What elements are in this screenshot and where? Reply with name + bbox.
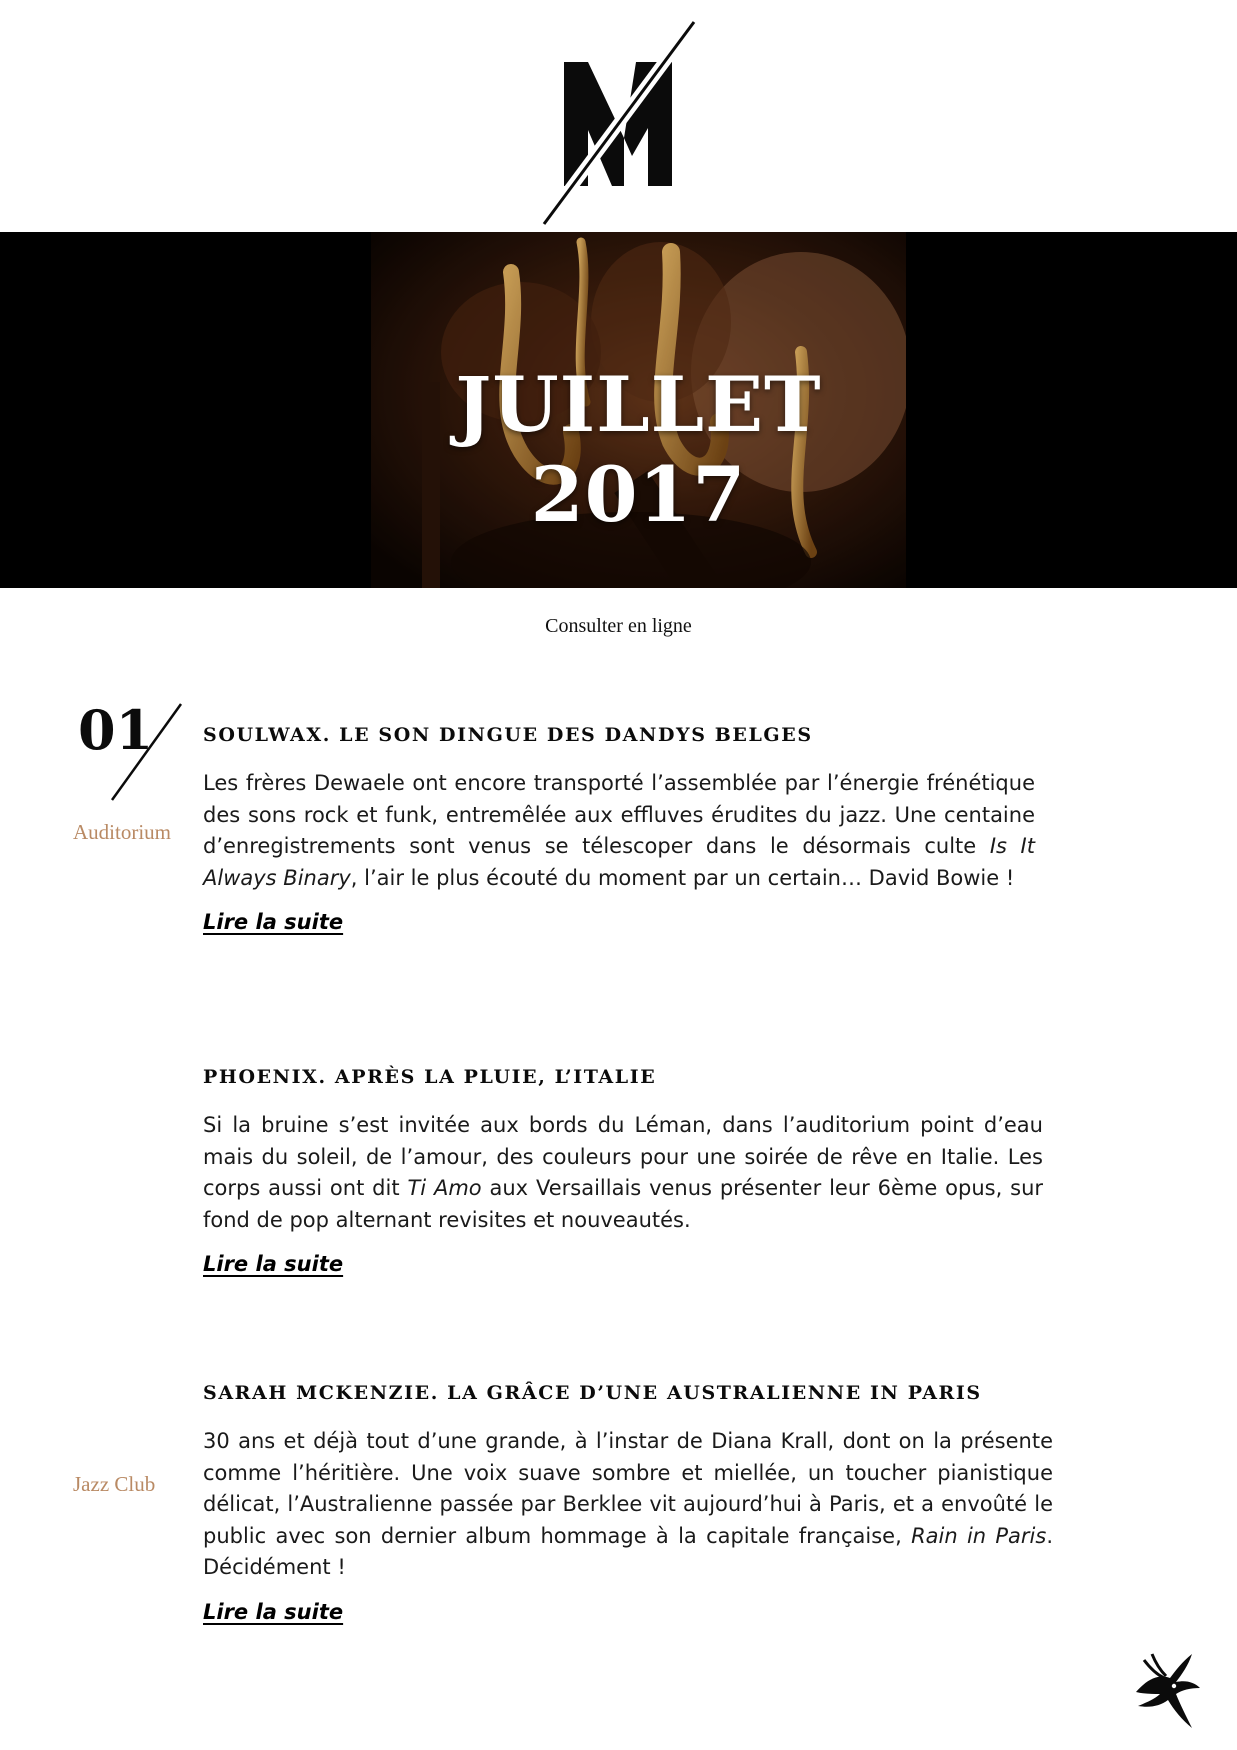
article-title: SARAH MCKENZIE. LA GRÂCE D’UNE AUSTRALIENNE IN PARIS — [203, 1382, 982, 1404]
article-title: SOULWAX. LE SON DINGUE DES DANDYS BELGES — [203, 724, 813, 746]
venue-label: Auditorium — [73, 820, 171, 844]
venue-label: Jazz Club — [73, 1472, 156, 1496]
read-more-link[interactable]: Lire la suite — [203, 1252, 344, 1276]
article — [203, 1064, 1043, 1276]
m-monogram-logo — [540, 18, 700, 230]
read-more-link[interactable]: Lire la suite — [203, 910, 344, 934]
article-body: 30 ans et déjà tout d’une grande, à l’instar de Diana Krall, dont on la présente comme l’héritière. Une voix suave sombre et miellée, un toucher pianistique délicat, l’Australienne passée par Berklee vit aujourd’hui à Paris, et a envoûté le public avec son dernier album hommage à la capitale française, Rain in Paris. Décidément ! — [203, 1429, 1054, 1579]
slash-divider — [108, 700, 188, 805]
article — [203, 722, 1035, 934]
article-body: Si la bruine s’est invitée aux bords du Léman, dans l’auditorium point d’eau mais du soleil, de l’amour, des couleurs pour une soirée de rêve en Italie. Les corps aussi ont dit Ti Amo aux Versaillais venus présenter leur 6ème opus, sur fond de pop alternant revisites et nouveautés. — [203, 1113, 1044, 1232]
hummingbird-icon — [1130, 1648, 1202, 1730]
article — [203, 1380, 1053, 1624]
section-number-text: 01 — [78, 698, 154, 762]
section-number — [78, 700, 188, 805]
hero-title: JUILLET 2017 — [455, 360, 822, 539]
read-more-link[interactable]: Lire la suite — [203, 1599, 344, 1624]
online-link[interactable]: Consulter en ligne — [545, 615, 692, 637]
article-title: PHOENIX. APRÈS LA PLUIE, L’ITALIE — [203, 1066, 657, 1088]
article-body: Les frères Dewaele ont encore transporté l’assemblée par l’énergie frénétique des sons rock et funk, entremêlée aux effluves érudites du jazz. Une centaine d’enregistrements sont venus se télescoper dans le désormais culte Is It Always Binary, l’air le plus écouté du moment par un certain… David Bowie ! — [203, 771, 1035, 890]
